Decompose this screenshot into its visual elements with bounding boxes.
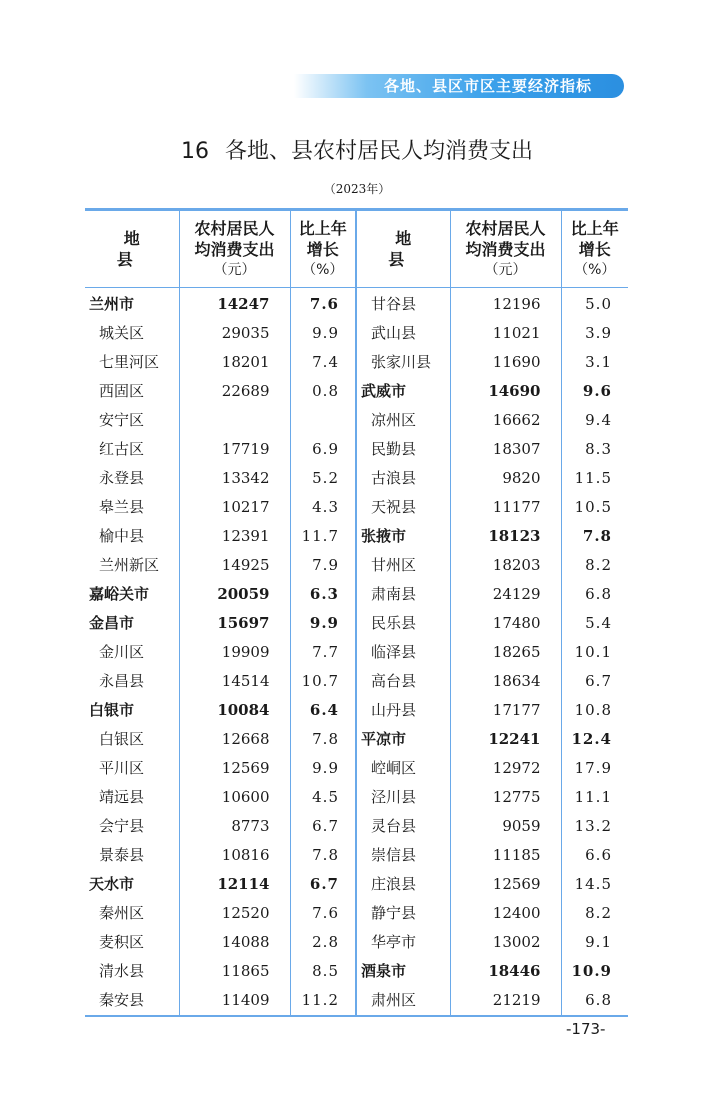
header-growth-line1: 比上年 [570,218,619,238]
consumption-table [85,208,628,1017]
table-row [85,783,628,812]
expense-value-cell: 9820 [450,464,561,493]
region-name-cell: 武山县 [356,319,450,348]
table-header-row [85,210,628,288]
table-row [85,435,628,464]
region-name-cell: 崇信县 [356,841,450,870]
region-name-cell: 肃南县 [356,580,450,609]
expense-value-cell: 8773 [179,812,290,841]
growth-value-cell: 7.6 [290,288,356,320]
expense-value-cell: 14690 [450,377,561,406]
expense-value-cell: 17480 [450,609,561,638]
growth-value-cell: 8.5 [290,957,356,986]
region-name-cell: 灵台县 [356,812,450,841]
header-growth-unit: （%） [302,261,344,278]
growth-value-cell: 9.1 [561,928,628,957]
region-name-cell: 静宁县 [356,899,450,928]
region-name-cell: 崆峒区 [356,754,450,783]
growth-value-cell: 4.3 [290,493,356,522]
expense-value-cell: 16662 [450,406,561,435]
region-name-cell: 山丹县 [356,696,450,725]
growth-value-cell: 10.5 [561,493,628,522]
region-name-cell: 临泽县 [356,638,450,667]
region-name-cell: 安宁区 [99,411,145,429]
table-number: 16 [180,139,209,164]
growth-value-cell: 10.7 [290,667,356,696]
table-row [85,348,628,377]
table-year: （2023年） [323,182,391,196]
expense-value-cell: 12569 [179,754,290,783]
header-expense-line1: 农村居民人 [194,218,275,238]
expense-value-cell: 21219 [450,986,561,1016]
region-name-cell: 肃州区 [356,986,450,1016]
header-expense-unit: （元） [484,261,527,278]
growth-value-cell: 3.9 [561,319,628,348]
expense-value-cell: 13002 [450,928,561,957]
table-title [0,138,714,166]
expense-value-cell: 11021 [450,319,561,348]
expense-value-cell: 9059 [450,812,561,841]
expense-value-cell: 11185 [450,841,561,870]
region-name-cell: 平川区 [99,759,145,777]
expense-value-cell: 11177 [450,493,561,522]
header-growth-line2: 增长 [578,239,611,259]
region-name-cell: 张掖市 [356,522,450,551]
expense-value-cell: 11865 [179,957,290,986]
expense-value-cell: 12196 [450,288,561,320]
header-growth-line1: 比上年 [298,218,347,238]
region-name-cell: 永登县 [99,469,145,487]
header-growth-line2: 增长 [306,239,339,259]
header-growth-left [290,210,356,288]
region-name-cell: 会宁县 [99,817,145,835]
growth-value-cell: 7.6 [290,899,356,928]
region-name-cell: 秦安县 [85,986,179,1016]
region-name-cell: 白银区 [99,730,145,748]
table-row [85,899,628,928]
growth-value-cell: 9.9 [290,609,356,638]
growth-value-cell: 5.4 [561,609,628,638]
expense-value-cell: 19909 [179,638,290,667]
region-name-cell: 张家川县 [356,348,450,377]
expense-value-cell: 14247 [179,288,290,320]
table-row [85,406,628,435]
growth-value-cell: 3.1 [561,348,628,377]
header-growth-right [561,210,628,288]
growth-value-cell: 8.3 [561,435,628,464]
table-row [85,928,628,957]
expense-value-cell: 12114 [179,870,290,899]
region-name-cell: 民勤县 [356,435,450,464]
growth-value-cell: 6.3 [290,580,356,609]
growth-value-cell: 8.2 [561,551,628,580]
header-region-right: 地 县 [356,210,450,288]
expense-value-cell: 12972 [450,754,561,783]
section-banner [294,74,624,98]
table-row [85,696,628,725]
expense-value-cell: 12569 [450,870,561,899]
region-name-cell: 兰州新区 [99,556,160,574]
region-name-cell: 城关区 [99,324,145,342]
region-name-cell: 武威市 [356,377,450,406]
section-banner-text: 各地、县区市区主要经济指标 [383,77,592,95]
header-expense-line2: 均消费支出 [194,239,275,259]
expense-value-cell: 12391 [179,522,290,551]
region-name-cell: 甘州区 [356,551,450,580]
table-row [85,754,628,783]
region-name-cell: 平凉市 [356,725,450,754]
growth-value-cell: 6.7 [561,667,628,696]
table-row [85,522,628,551]
region-name-cell: 凉州区 [356,406,450,435]
expense-value-cell: 12400 [450,899,561,928]
growth-value-cell: 7.8 [290,841,356,870]
expense-value-cell: 18634 [450,667,561,696]
region-name-cell: 西固区 [99,382,145,400]
expense-value-cell: 18265 [450,638,561,667]
expense-value-cell: 14088 [179,928,290,957]
growth-value-cell: 11.2 [290,986,356,1016]
table-row [85,812,628,841]
expense-value-cell [179,406,290,435]
region-name-cell: 秦州区 [99,904,145,922]
growth-value-cell: 9.9 [290,754,356,783]
table-row [85,957,628,986]
growth-value-cell: 2.8 [290,928,356,957]
growth-value-cell: 10.1 [561,638,628,667]
expense-value-cell: 10217 [179,493,290,522]
region-name-cell: 清水县 [99,962,145,980]
table-row [85,580,628,609]
header-expense-left [179,210,290,288]
growth-value-cell: 6.7 [290,870,356,899]
expense-value-cell: 18203 [450,551,561,580]
expense-value-cell: 18307 [450,435,561,464]
growth-value-cell [290,406,356,435]
region-name-cell: 金昌市 [89,614,135,632]
table-row [85,288,628,320]
region-name-cell: 泾川县 [356,783,450,812]
region-name-cell: 七里河区 [99,353,160,371]
growth-value-cell: 11.5 [561,464,628,493]
region-name-cell: 榆中县 [99,527,145,545]
table-row [85,464,628,493]
region-name-cell: 古浪县 [356,464,450,493]
expense-value-cell: 17177 [450,696,561,725]
region-name-cell: 高台县 [356,667,450,696]
region-name-cell: 麦积区 [99,933,145,951]
growth-value-cell: 10.8 [561,696,628,725]
table-row [85,667,628,696]
region-name-cell: 兰州市 [89,295,135,313]
header-expense-line1: 农村居民人 [465,218,546,238]
table-row [85,841,628,870]
expense-value-cell: 29035 [179,319,290,348]
expense-value-cell: 12668 [179,725,290,754]
growth-value-cell: 9.9 [290,319,356,348]
table-row [85,638,628,667]
growth-value-cell: 8.2 [561,899,628,928]
region-name-cell: 永昌县 [99,672,145,690]
table-row [85,319,628,348]
growth-value-cell: 6.8 [561,986,628,1016]
growth-value-cell: 7.7 [290,638,356,667]
region-name-cell: 白银市 [89,701,135,719]
table-body [85,288,628,1017]
table-row [85,609,628,638]
expense-value-cell: 14925 [179,551,290,580]
growth-value-cell: 6.7 [290,812,356,841]
expense-value-cell: 11690 [450,348,561,377]
region-name-cell: 红古区 [99,440,145,458]
header-expense-right [450,210,561,288]
expense-value-cell: 17719 [179,435,290,464]
expense-value-cell: 18201 [179,348,290,377]
table-row [85,551,628,580]
expense-value-cell: 10816 [179,841,290,870]
growth-value-cell: 7.9 [290,551,356,580]
growth-value-cell: 7.4 [290,348,356,377]
region-name-cell: 酒泉市 [356,957,450,986]
growth-value-cell: 0.8 [290,377,356,406]
expense-value-cell: 12520 [179,899,290,928]
region-name-cell: 天水市 [89,875,135,893]
growth-value-cell: 14.5 [561,870,628,899]
table-row [85,725,628,754]
expense-value-cell: 13342 [179,464,290,493]
growth-value-cell: 6.9 [290,435,356,464]
expense-value-cell: 15697 [179,609,290,638]
growth-value-cell: 4.5 [290,783,356,812]
table-row [85,377,628,406]
expense-value-cell: 20059 [179,580,290,609]
growth-value-cell: 12.4 [561,725,628,754]
expense-value-cell: 10600 [179,783,290,812]
growth-value-cell: 6.4 [290,696,356,725]
header-region-left: 地 县 [85,210,179,288]
page-number: -173- [566,1020,606,1038]
expense-value-cell: 10084 [179,696,290,725]
table-row [85,870,628,899]
region-name-cell: 庄浪县 [356,870,450,899]
growth-value-cell: 17.9 [561,754,628,783]
table-row [85,986,628,1016]
region-name-cell: 靖远县 [99,788,145,806]
expense-value-cell: 24129 [450,580,561,609]
region-name-cell: 景泰县 [99,846,145,864]
expense-value-cell: 18446 [450,957,561,986]
region-name-cell: 皋兰县 [99,498,145,516]
growth-value-cell: 9.6 [561,377,628,406]
growth-value-cell: 7.8 [561,522,628,551]
growth-value-cell: 7.8 [290,725,356,754]
expense-value-cell: 18123 [450,522,561,551]
growth-value-cell: 9.4 [561,406,628,435]
region-name-cell: 民乐县 [356,609,450,638]
growth-value-cell: 5.0 [561,288,628,320]
growth-value-cell: 5.2 [290,464,356,493]
expense-value-cell: 11409 [179,986,290,1016]
region-name-cell: 金川区 [99,643,145,661]
table-row [85,493,628,522]
region-name-cell: 华亭市 [356,928,450,957]
growth-value-cell: 10.9 [561,957,628,986]
region-name-cell: 甘谷县 [356,288,450,320]
header-expense-unit: （元） [213,261,256,278]
growth-value-cell: 11.1 [561,783,628,812]
growth-value-cell: 13.2 [561,812,628,841]
header-expense-line2: 均消费支出 [465,239,546,259]
expense-value-cell: 22689 [179,377,290,406]
growth-value-cell: 11.7 [290,522,356,551]
table-title-text: 各地、县农村居民人均消费支出 [224,139,533,164]
expense-value-cell: 12775 [450,783,561,812]
region-name-cell: 天祝县 [356,493,450,522]
expense-value-cell: 12241 [450,725,561,754]
growth-value-cell: 6.6 [561,841,628,870]
expense-value-cell: 14514 [179,667,290,696]
region-name-cell: 嘉峪关市 [89,585,150,603]
header-growth-unit: （%） [574,261,616,278]
growth-value-cell: 6.8 [561,580,628,609]
